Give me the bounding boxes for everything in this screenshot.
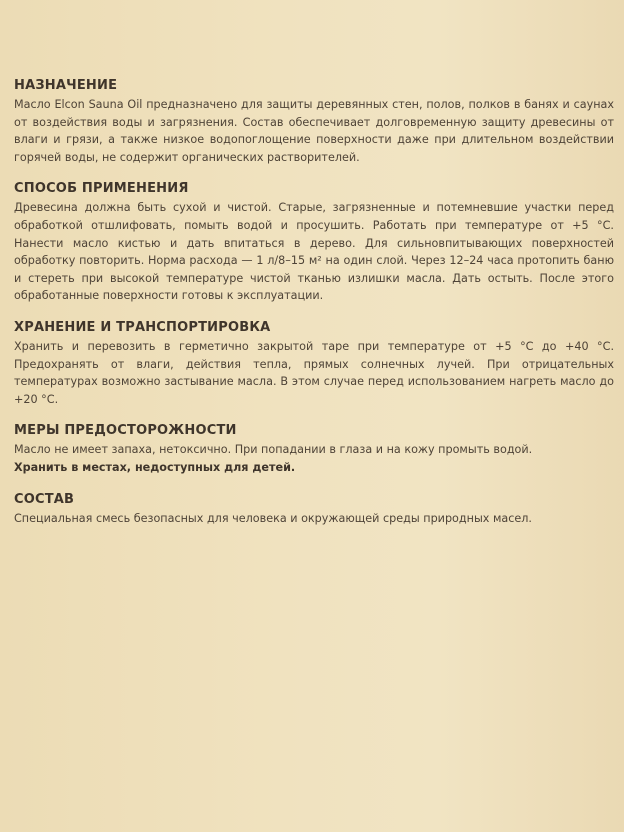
child-safety-warning: Хранить в местах, недоступных для детей. — [14, 460, 296, 474]
section-application — [14, 181, 614, 305]
section-text-precautions: Масло не имеет запаха, нетоксично. При попадании в глаза и на кожу промыть водой. — [14, 443, 533, 457]
section-title-purpose: НАЗНАЧЕНИЕ — [14, 78, 118, 93]
section-title-precautions: МЕРЫ ПРЕДОСТОРОЖНОСТИ — [14, 423, 237, 439]
section-body-precautions — [14, 441, 614, 476]
section-title-application: СПОСОБ ПРИМЕНЕНИЯ — [14, 181, 189, 197]
section-text-purpose: Масло Elcon Sauna Oil предназначено для защиты деревянных стен, полов, полков в банях и саунах от воздействия воды и загрязнения. Состав обеспечивает долговременную защиту древесины от влаги и грязи, а также низкое водопоглощение поверхности даже при длительном воздействии горячей воды, не содержит органических растворителей. — [14, 98, 614, 164]
section-text-composition: Специальная смесь безопасных для человека и окружающей среды природных масел. — [14, 511, 532, 525]
section-text-application: Древесина должна быть сухой и чистой. Старые, загрязненные и потемневшие участки перед обработкой отшлифовать, помыть водой и просушить. Работать при температуре от +5 °С. Нанести масло кистью и дать впитаться в дерево. Для сильновпитывающих поверхностей обработку повторить. Норма расхода — 1 л/8–15 м² на один слой. Через 12–24 часа протопить баню и стереть при высокой температуре чистой тканью излишки масла. Дать остыть. После этого обработанные поверхности готовы к эксплуатации. — [14, 201, 614, 303]
section-composition — [14, 492, 614, 528]
product-label-text — [14, 78, 614, 542]
section-precautions — [14, 423, 614, 476]
section-text-storage: Хранить и перевозить в герметично закрытой таре при температуре от +5 °С до +40 °С. Предохранять от влаги, действия тепла, прямых солнечных лучей. При отрицательных температурах возможно застывание масла. В этом случае перед использованием нагреть масло до +20 °С. — [14, 339, 614, 406]
section-storage — [14, 320, 614, 408]
section-title-composition: СОСТАВ — [14, 491, 75, 507]
section-title-storage: ХРАНЕНИЕ И ТРАНСПОРТИРОВКА — [14, 319, 271, 335]
section-purpose — [14, 78, 614, 166]
